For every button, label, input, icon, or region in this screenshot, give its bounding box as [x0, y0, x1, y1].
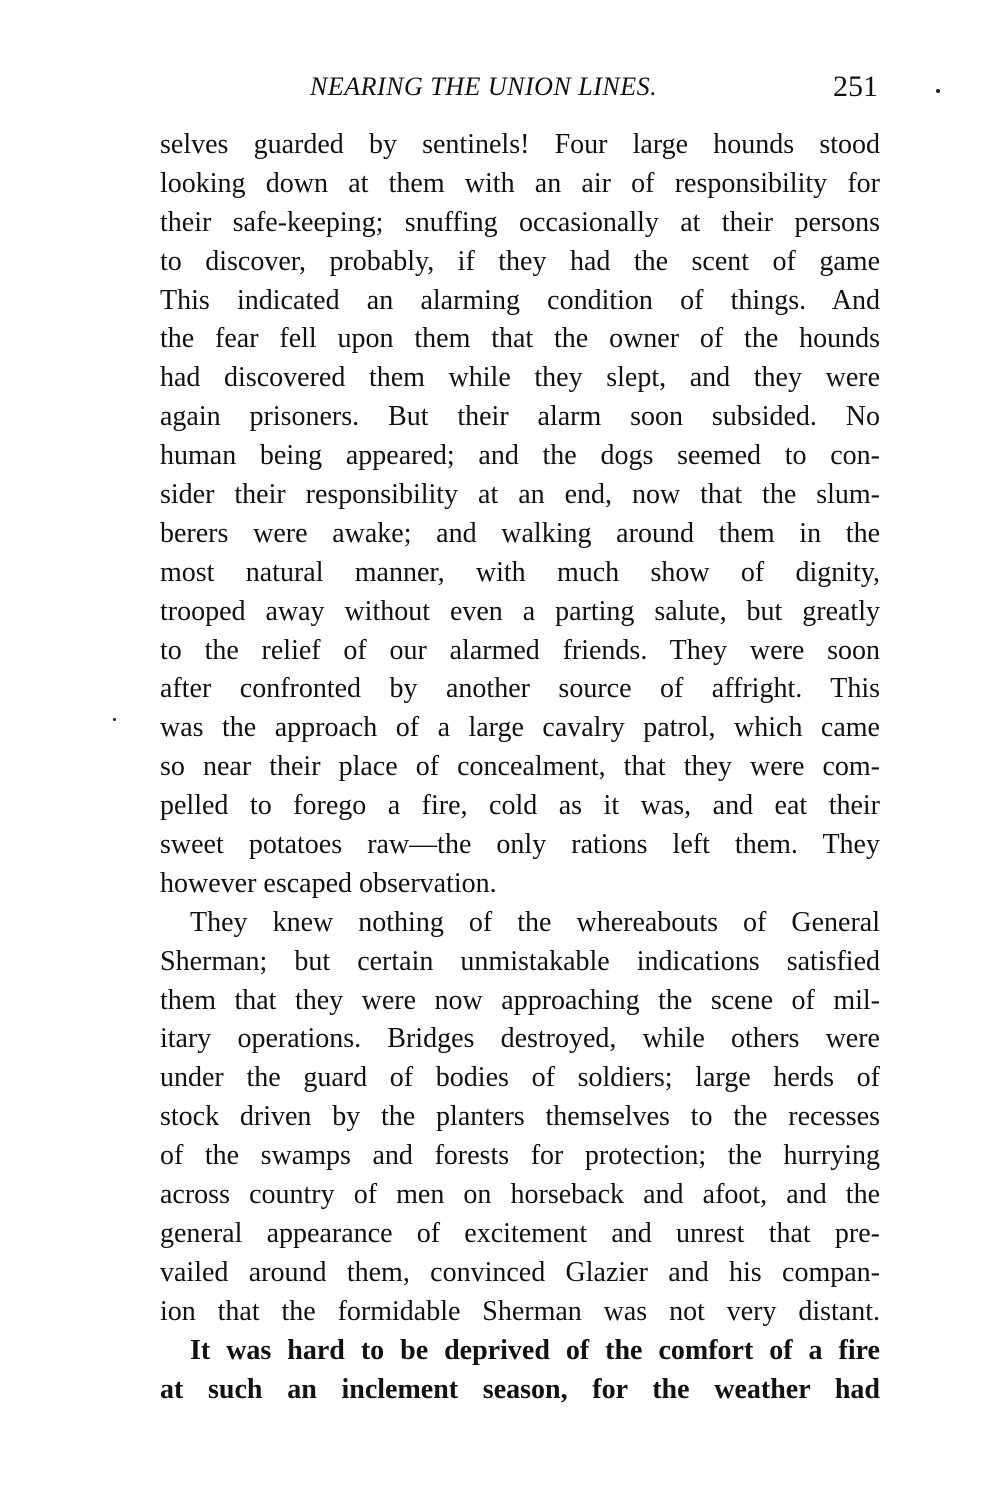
text-line: sweet potatoes raw—the only rations left them. They: [160, 829, 880, 861]
text-line: sider their responsibility at an end, now that the slum-: [160, 479, 880, 511]
paragraph-first-line: They knew nothing of the whereabouts of General: [190, 906, 880, 938]
text-line: itary operations. Bridges destroyed, while others were: [160, 1023, 880, 1055]
body-text: [160, 126, 880, 1409]
text-line: had discovered them while they slept, and they were: [160, 362, 880, 394]
paragraph-first-line: It was hard to be deprived of the comfort of a fire: [190, 1334, 880, 1366]
text-line: again prisoners. But their alarm soon subsided. No: [160, 401, 880, 433]
text-line: trooped away without even a parting salute, but greatly: [160, 595, 880, 627]
running-head: [160, 66, 880, 110]
text-line: after confronted by another source of affright. This: [160, 673, 880, 705]
text-line: berers were awake; and walking around them in the: [160, 517, 880, 549]
page-number: 251: [833, 70, 878, 103]
text-line: them that they were now approaching the scene of mil-: [160, 984, 880, 1016]
text-line: human being appeared; and the dogs seemed to con-: [160, 440, 880, 472]
ink-speck: [936, 89, 940, 93]
text-line: the fear fell upon them that the owner of the hounds: [160, 323, 880, 355]
text-line: Sherman; but certain unmistakable indications satisfied: [160, 945, 880, 977]
text-line: looking down at them with an air of responsibility for: [160, 167, 880, 199]
text-line: most natural manner, with much show of dignity,: [160, 556, 880, 588]
ink-speck: [113, 718, 116, 721]
text-line: their safe-keeping; snuffing occasionally at their persons: [160, 206, 880, 238]
text-line: at such an inclement season, for the weather had: [160, 1373, 880, 1405]
text-line: under the guard of bodies of soldiers; large herds of: [160, 1062, 880, 1094]
text-line: was the approach of a large cavalry patrol, which came: [160, 712, 880, 744]
text-line: across country of men on horseback and afoot, and the: [160, 1179, 880, 1211]
text-line: This indicated an alarming condition of things. And: [160, 284, 880, 316]
text-line: pelled to forego a fire, cold as it was, and eat their: [160, 790, 880, 822]
text-line: vailed around them, convinced Glazier and his compan-: [160, 1256, 880, 1288]
text-line: general appearance of excitement and unrest that pre-: [160, 1217, 880, 1249]
text-line: of the swamps and forests for protection; the hurrying: [160, 1140, 880, 1172]
text-line: selves guarded by sentinels! Four large hounds stood: [160, 129, 880, 160]
text-line: to discover, probably, if they had the scent of game: [160, 245, 880, 277]
text-line: so near their place of concealment, that they were com-: [160, 751, 880, 783]
text-line: stock driven by the planters themselves to the recesses: [160, 1101, 880, 1133]
paragraph-last-line: however escaped observation.: [160, 867, 497, 899]
paragraph-last-line: ion that the formidable Sherman was not very distant.: [160, 1295, 880, 1327]
running-title: NEARING THE UNION LINES.: [310, 72, 658, 101]
text-line: to the relief of our alarmed friends. They were soon: [160, 634, 880, 666]
